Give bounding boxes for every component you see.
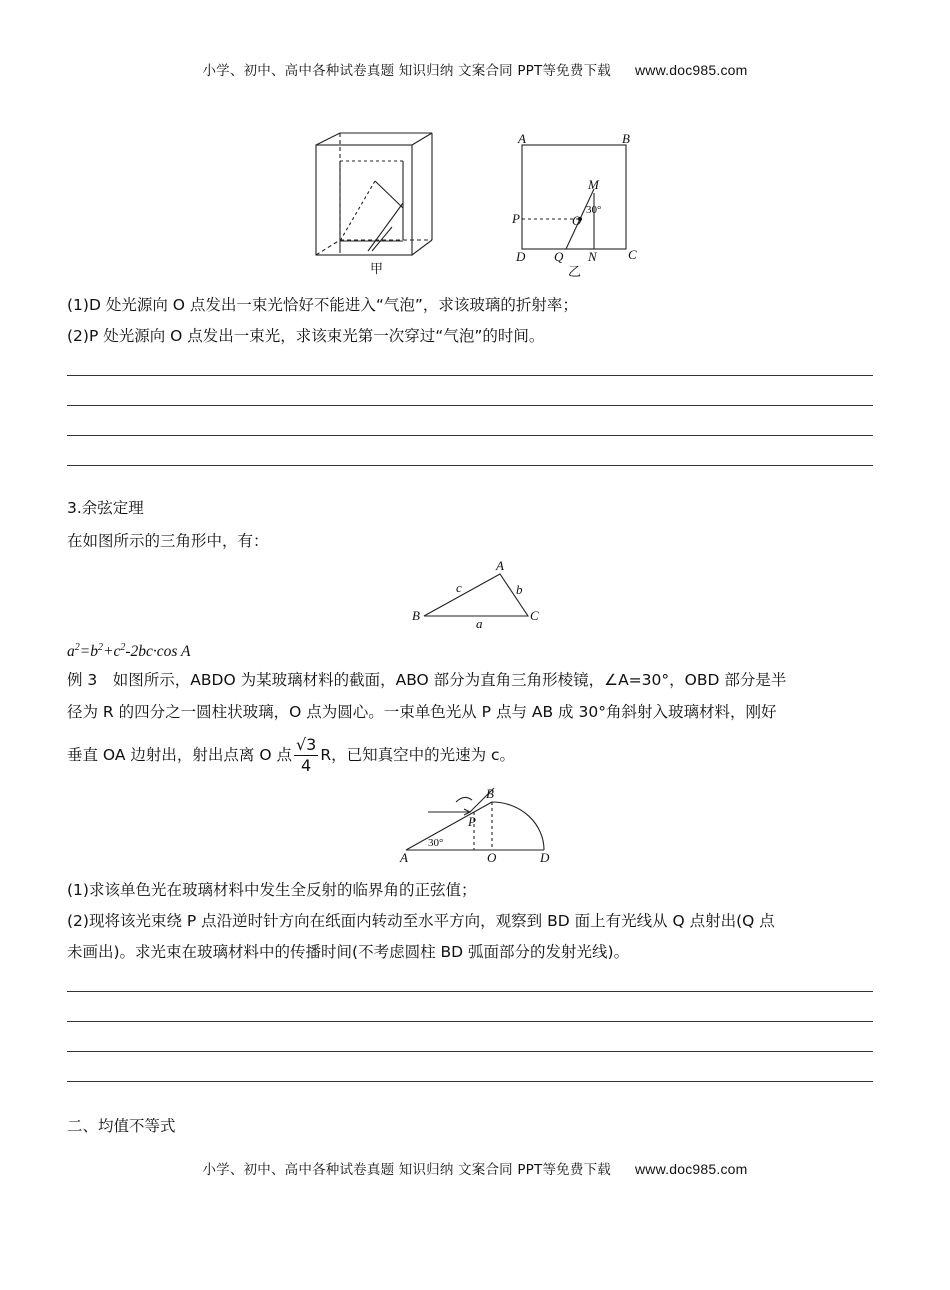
section-3-title: 3.余弦定理 (67, 499, 144, 517)
fraction-sqrt3-over-4 (294, 735, 318, 776)
cosine-formula: $a^2=b^2+c^2-2bc\cdot\cos$ A (67, 642, 191, 660)
example-question-2-line-2: 未画出)。求光束在玻璃材料中的传播时间(不考虑圆柱 BD 弧面部分的发射光线)。 (67, 943, 630, 961)
answer-line (67, 1081, 873, 1082)
example-3-line-3-post: R，已知真空中的光速为 c。 (320, 746, 516, 764)
fig2-label-d: D (540, 850, 550, 865)
tri-side-c: c (456, 580, 462, 595)
header-url[interactable]: www.doc985.com (634, 62, 748, 78)
formula-b: b (90, 643, 98, 660)
question-2: (2)P 处光源向 O 点发出一束光，求该束光第一次穿过“气泡”的时间。 (67, 327, 545, 345)
answer-line (67, 435, 873, 436)
fig2-label-a: A (400, 850, 408, 865)
label-o: O (572, 213, 582, 228)
fraction-denominator: 4 (301, 756, 312, 775)
figure-cube-and-section (310, 133, 650, 278)
triangle-figure (410, 558, 550, 631)
fig2-label-p: P (468, 814, 476, 829)
footer-text: 小学、初中、高中各种试卷真题 知识归纳 文案合同 PPT等免费下载 (202, 1162, 611, 1178)
fig2-label-o: O (487, 850, 497, 865)
answer-line (67, 465, 873, 466)
formula-rest: -2bc·cos A (125, 643, 191, 660)
page-footer (0, 1158, 950, 1178)
page-header (0, 59, 950, 79)
fig2-label-b: B (486, 786, 494, 801)
section-two-title: 二、均值不等式 (67, 1117, 176, 1135)
label-c: C (628, 247, 637, 262)
fig2-label-angle: 30° (428, 837, 444, 849)
tri-side-a: a (476, 616, 483, 631)
fig-label-jia: 甲 (370, 261, 384, 276)
square-figure-yi (522, 145, 626, 249)
label-b: B (622, 131, 630, 146)
answer-line (67, 991, 873, 992)
example-question-1: (1)求该单色光在玻璃材料中发生全反射的临界角的正弦值； (67, 881, 477, 899)
label-m: M (588, 177, 599, 192)
label-p: P (512, 211, 520, 226)
answer-line (67, 1021, 873, 1022)
formula-c: c (113, 643, 121, 660)
tri-label-b: B (412, 608, 420, 623)
tri-side-b: b (516, 582, 523, 597)
example-3-line-3-pre: 垂直 OA 边射出，射出点离 O 点 (67, 746, 292, 764)
answer-line (67, 375, 873, 376)
label-n: N (588, 249, 597, 264)
example-3-line-1: 例 3 如图所示，ABDO 为某玻璃材料的截面，ABO 部分为直角三角形棱镜，∠A=30°，OBD 部分是半 (67, 671, 787, 689)
footer-url[interactable]: www.doc985.com (634, 1161, 748, 1177)
answer-line (67, 1051, 873, 1052)
label-d: D (516, 249, 526, 264)
square-abcd (522, 145, 626, 249)
formula-a: a (67, 643, 75, 660)
example-3-line-2: 径为 R 的四分之一圆柱状玻璃，O 点为圆心。一束单色光从 P 点与 AB 成 30°角斜射入玻璃材料，刚好 (67, 703, 777, 721)
tri-label-a: A (496, 558, 504, 573)
example-3-line-3 (67, 734, 515, 776)
fraction-numerator: √3 (295, 735, 317, 754)
label-a: A (518, 131, 526, 146)
label-angle-30: 30° (586, 204, 602, 216)
section-3-intro: 在如图所示的三角形中，有： (67, 532, 269, 550)
fig-label-yi: 乙 (568, 264, 582, 279)
example-question-2-line-1: (2)现将该光束绕 P 点沿逆时针方向在纸面内转动至水平方向，观察到 BD 面上有光线从 Q 点射出(Q 点 (67, 912, 775, 930)
answer-line (67, 405, 873, 406)
triangle-abc (424, 574, 528, 616)
cube-figure-jia (316, 133, 432, 255)
header-text: 小学、初中、高中各种试卷真题 知识归纳 文案合同 PPT等免费下载 (202, 63, 611, 79)
prism-figure (398, 786, 568, 866)
tri-label-c: C (530, 608, 539, 623)
label-q: Q (554, 249, 564, 264)
question-1: (1)D 处光源向 O 点发出一束光恰好不能进入“气泡”，求该玻璃的折射率； (67, 296, 578, 314)
